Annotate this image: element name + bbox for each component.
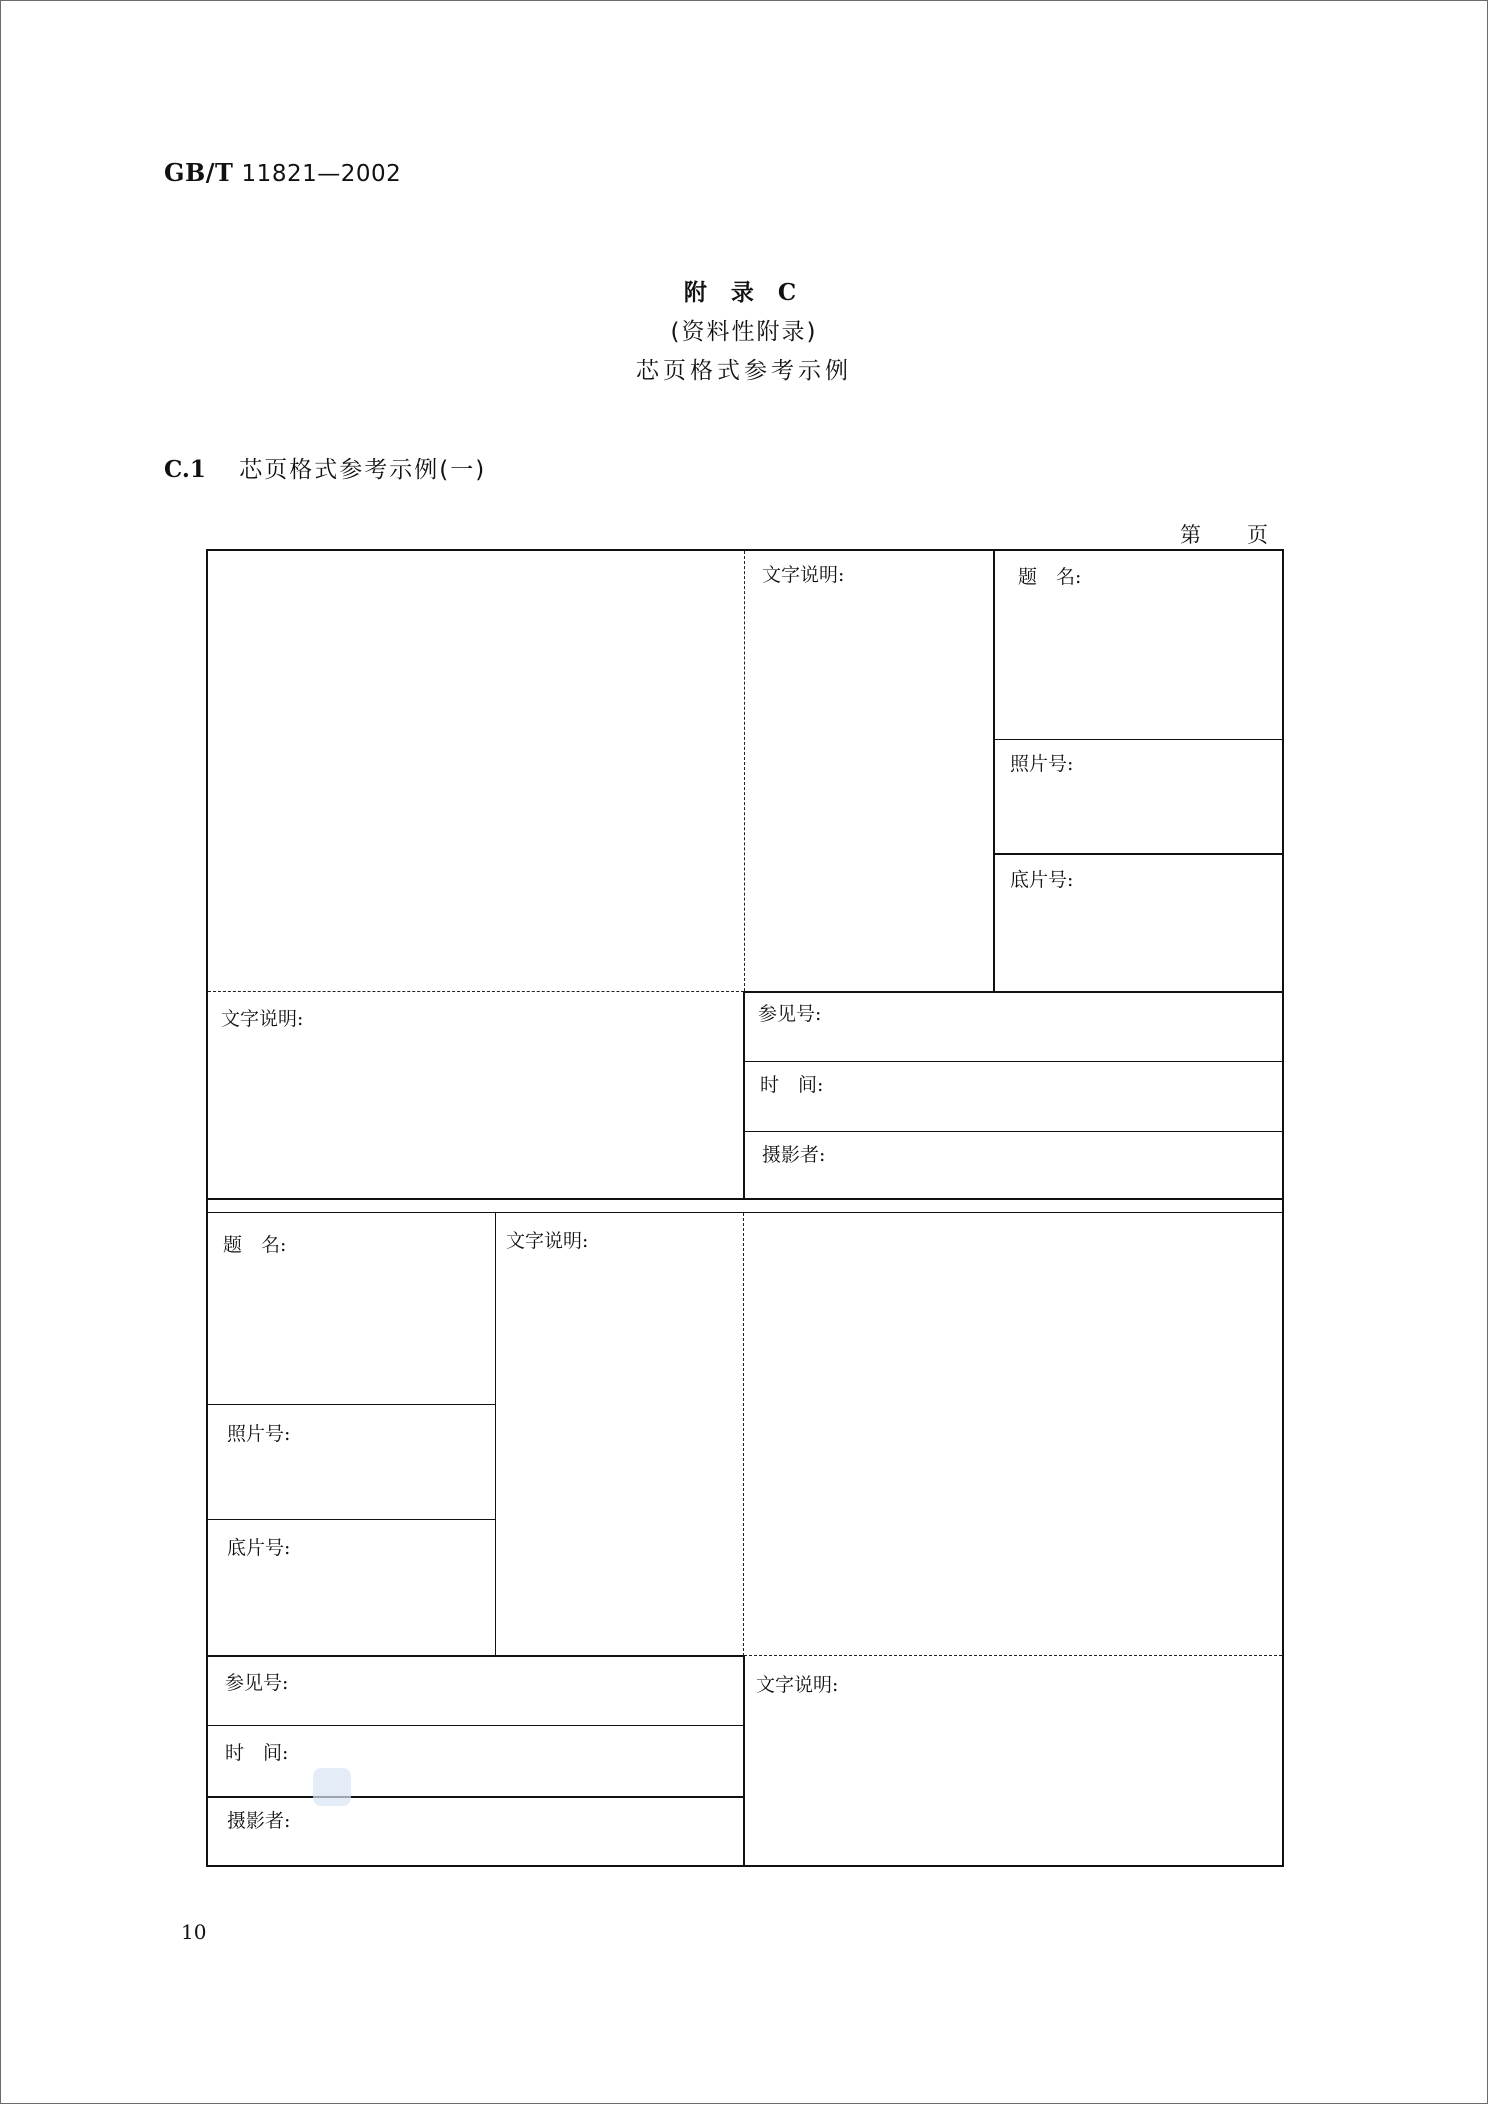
lower-caption-mid-label[interactable]: 文字说明: bbox=[506, 1230, 589, 1252]
upper-time-label[interactable]: 时 间: bbox=[760, 1074, 824, 1096]
lower-ref-no-label[interactable]: 参见号: bbox=[225, 1672, 289, 1694]
section-title: 芯页格式参考示例(一) bbox=[239, 457, 487, 483]
section-number: C.1 bbox=[164, 456, 206, 483]
upper-photographer-label[interactable]: 摄影者: bbox=[762, 1144, 826, 1166]
upper-caption-right-label[interactable]: 文字说明: bbox=[762, 564, 845, 586]
lower-title-label[interactable]: 题 名: bbox=[223, 1234, 287, 1256]
standard-code: GB/T bbox=[164, 158, 234, 187]
appendix-subject: 芯页格式参考示例 bbox=[636, 358, 852, 384]
lower-photographer-label[interactable]: 摄影者: bbox=[227, 1810, 291, 1832]
lower-caption-bottom-label[interactable]: 文字说明: bbox=[756, 1674, 839, 1696]
standard-header bbox=[164, 158, 401, 187]
lower-time-label[interactable]: 时 间: bbox=[225, 1742, 289, 1764]
upper-photo-no-label[interactable]: 照片号: bbox=[1010, 753, 1074, 775]
page-number: 10 bbox=[181, 1920, 207, 1944]
standard-number: 11821—2002 bbox=[241, 161, 402, 187]
upper-title-label[interactable]: 题 名: bbox=[1018, 566, 1082, 588]
page-label: 第页 bbox=[1180, 523, 1314, 547]
upper-ref-no-label[interactable]: 参见号: bbox=[758, 1003, 822, 1025]
appendix-type: (资料性附录) bbox=[670, 319, 818, 345]
watermark-logo bbox=[313, 1768, 351, 1806]
appendix-title: 附 录 C bbox=[683, 279, 805, 306]
section-heading bbox=[164, 451, 486, 484]
lower-photo-no-label[interactable]: 照片号: bbox=[227, 1423, 291, 1445]
lower-negative-no-label[interactable]: 底片号: bbox=[227, 1537, 291, 1559]
upper-negative-no-label[interactable]: 底片号: bbox=[1010, 869, 1074, 891]
upper-caption-bottom-label[interactable]: 文字说明: bbox=[221, 1008, 304, 1030]
